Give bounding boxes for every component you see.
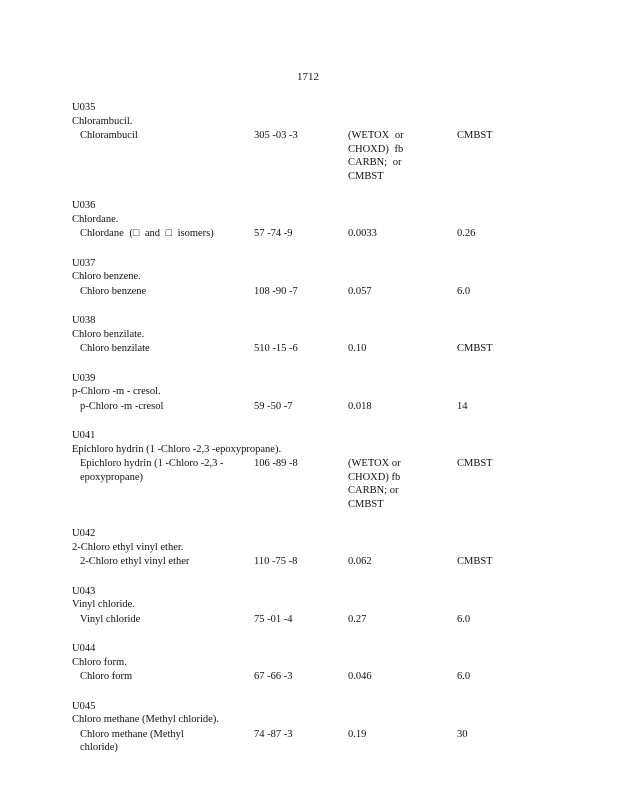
- wastewater-standard: 0.057: [348, 285, 372, 297]
- constituent-row: [72, 129, 552, 183]
- wastewater-standard: 0.10: [348, 343, 367, 354]
- waste-description: Chloro methane (Methyl chloride).: [72, 714, 219, 725]
- wastewater-standard: 0.19: [348, 728, 367, 740]
- cas-number: 510 -15 -6: [254, 343, 298, 354]
- constituent-name: Vinyl chloride: [80, 613, 141, 625]
- constituent-row: [72, 613, 552, 627]
- constituent-row: [72, 555, 552, 569]
- waste-code: U035: [72, 102, 96, 113]
- entry-u044: [72, 642, 552, 684]
- waste-code: U036: [72, 200, 96, 211]
- nonwastewater-standard: 30: [457, 728, 468, 740]
- waste-description: Chlorambucil.: [72, 115, 133, 127]
- waste-code: U038: [72, 315, 96, 326]
- cas-number: 110 -75 -8: [254, 556, 298, 567]
- constituent-row: [72, 400, 552, 414]
- constituent-name: Chlordane (□ and □ isomers): [80, 228, 214, 239]
- nonwastewater-standard: 6.0: [457, 671, 471, 682]
- cas-number: 74 -87 -3: [254, 728, 293, 740]
- cas-number: 75 -01 -4: [254, 613, 293, 625]
- entry-u037: [72, 257, 552, 299]
- wastewater-standard: (WETOX or CHOXD) fb CARBN; or CMBST: [348, 458, 401, 510]
- constituent-name: Chloro benzene: [80, 285, 147, 297]
- cas-number: 57 -74 -9: [254, 228, 293, 239]
- waste-description: 2-Chloro ethyl vinyl ether.: [72, 541, 184, 553]
- nonwastewater-standard: 0.26: [457, 228, 476, 239]
- waste-code: U039: [72, 372, 96, 384]
- entry-u042: [72, 527, 552, 569]
- wastewater-standard: (WETOX or CHOXD) fb CARBN; or CMBST: [348, 130, 404, 182]
- wastewater-standard: 0.0033: [348, 228, 377, 239]
- cas-number: 67 -66 -3: [254, 671, 293, 682]
- entry-u035: [72, 101, 552, 183]
- nonwastewater-standard: 14: [457, 400, 468, 412]
- constituent-name: Epichloro hydrin (1 -Chloro -2,3 - epoxypropane): [80, 458, 224, 483]
- constituent-name: Chloro benzilate: [80, 343, 150, 354]
- constituent-row: [72, 728, 552, 755]
- waste-description: Chlordane.: [72, 213, 119, 225]
- waste-description: p-Chloro -m - cresol.: [72, 386, 161, 397]
- waste-description: Chloro benzene.: [72, 271, 141, 282]
- entry-u041: [72, 429, 552, 511]
- nonwastewater-standard: CMBST: [457, 458, 493, 469]
- entry-u036: [72, 199, 552, 241]
- waste-description: Chloro benzilate.: [72, 328, 145, 340]
- constituent-name: Chlorambucil: [80, 130, 138, 141]
- page-number: 1712: [297, 71, 319, 83]
- nonwastewater-standard: CMBST: [457, 343, 493, 354]
- waste-code-table: [72, 101, 552, 755]
- waste-code: U045: [72, 700, 96, 712]
- entry-u038: [72, 314, 552, 356]
- waste-code: U042: [72, 528, 96, 539]
- constituent-name: Chloro methane (Methyl chloride): [80, 728, 184, 753]
- waste-code: U041: [72, 430, 96, 441]
- cas-number: 59 -50 -7: [254, 400, 293, 412]
- entry-u039: [72, 372, 552, 414]
- constituent-row: [72, 285, 552, 299]
- nonwastewater-standard: 6.0: [457, 285, 471, 297]
- entry-u045: [72, 700, 552, 755]
- wastewater-standard: 0.062: [348, 556, 372, 567]
- constituent-row: [72, 227, 552, 241]
- wastewater-standard: 0.046: [348, 671, 372, 682]
- waste-code: U043: [72, 585, 96, 597]
- entry-u043: [72, 585, 552, 627]
- constituent-name: p-Chloro -m -cresol: [80, 400, 164, 412]
- waste-code: U037: [72, 257, 96, 269]
- constituent-row: [72, 670, 552, 684]
- waste-description: Vinyl chloride.: [72, 599, 135, 610]
- cas-number: 108 -90 -7: [254, 285, 298, 297]
- wastewater-standard: 0.27: [348, 613, 367, 625]
- constituent-row: [72, 457, 552, 511]
- nonwastewater-standard: CMBST: [457, 556, 493, 567]
- nonwastewater-standard: 6.0: [457, 613, 471, 625]
- constituent-row: [72, 342, 552, 356]
- constituent-name: 2-Chloro ethyl vinyl ether: [80, 556, 190, 567]
- cas-number: 305 -03 -3: [254, 130, 298, 141]
- nonwastewater-standard: CMBST: [457, 130, 493, 141]
- cas-number: 106 -89 -8: [254, 458, 298, 469]
- waste-code: U044: [72, 643, 96, 654]
- wastewater-standard: 0.018: [348, 400, 372, 412]
- constituent-name: Chloro form: [80, 671, 133, 682]
- waste-description: Chloro form.: [72, 656, 127, 668]
- waste-description: Epichloro hydrin (1 -Chloro -2,3 -epoxypropane).: [72, 443, 282, 455]
